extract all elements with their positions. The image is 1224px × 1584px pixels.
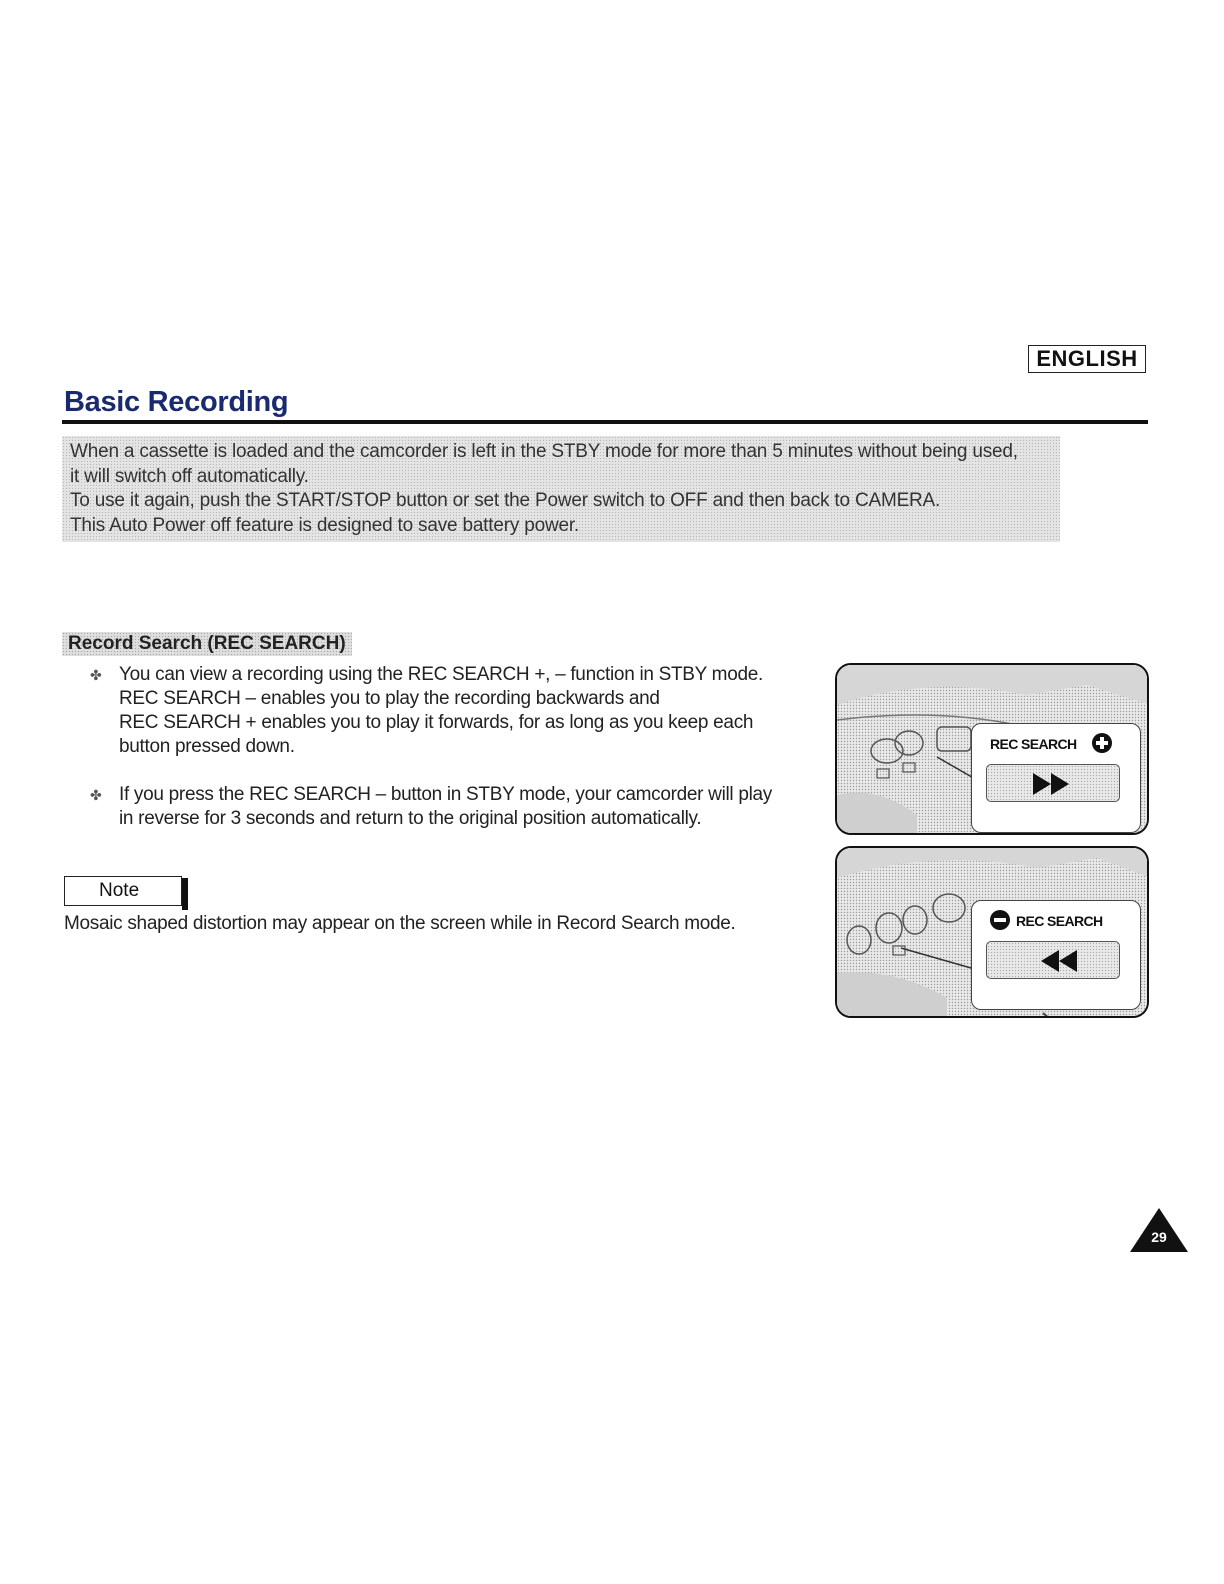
bullet-icon: ✤: [90, 667, 102, 683]
note-label: Note: [64, 876, 182, 906]
rewind-button[interactable]: [986, 941, 1120, 979]
bullet-line: in reverse for 3 seconds and return to the original position automatically.: [119, 808, 702, 829]
rec-search-minus-label: REC SEARCH: [1016, 913, 1103, 929]
page-number-badge: [1130, 1208, 1188, 1252]
notice-line: To use it again, push the START/STOP button or set the Power switch to OFF and then back to CAMERA.: [70, 490, 941, 511]
bullet-line: You can view a recording using the REC SEARCH +, – function in STBY mode.: [119, 664, 763, 685]
callout-panel: [971, 723, 1141, 833]
note-text: Mosaic shaped distortion may appear on the screen while in Record Search mode.: [64, 913, 736, 934]
callout-panel: [971, 900, 1141, 1010]
notice-line: it will switch off automatically.: [70, 465, 309, 487]
bullet-line: button pressed down.: [119, 736, 295, 757]
note-label-bar: [182, 878, 188, 910]
bullet-icon: ✤: [90, 787, 102, 803]
page-title: Basic Recording: [64, 386, 289, 418]
notice-line: When a cassette is loaded and the camcorder is left in the STBY mode for more than 5 minutes without being used,: [70, 441, 1018, 462]
page-number: 29: [1151, 1229, 1167, 1245]
rec-search-plus-label: REC SEARCH: [990, 736, 1077, 752]
rec-search-minus-figure: [835, 846, 1149, 1018]
notice-line: This Auto Power off feature is designed to save battery power.: [70, 514, 579, 536]
plus-circle-icon: [1092, 733, 1112, 753]
bullet-item: [90, 663, 810, 763]
minus-circle-icon: [990, 910, 1010, 930]
bullet-line: If you press the REC SEARCH – button in STBY mode, your camcorder will play: [119, 784, 772, 805]
title-divider: [62, 420, 1148, 424]
bullet-line: REC SEARCH + enables you to play it forwards, for as long as you keep each: [119, 712, 754, 733]
rewind-icon: [987, 942, 1121, 980]
bullet-item: [90, 783, 810, 835]
fast-forward-button[interactable]: [986, 764, 1120, 802]
fast-forward-icon: [987, 765, 1121, 803]
auto-power-off-notice: [62, 436, 1060, 542]
language-badge: ENGLISH: [1028, 345, 1146, 373]
section-heading: Record Search (REC SEARCH): [62, 632, 352, 656]
bullet-line: REC SEARCH – enables you to play the recording backwards and: [119, 688, 660, 709]
rec-search-plus-figure: [835, 663, 1149, 835]
